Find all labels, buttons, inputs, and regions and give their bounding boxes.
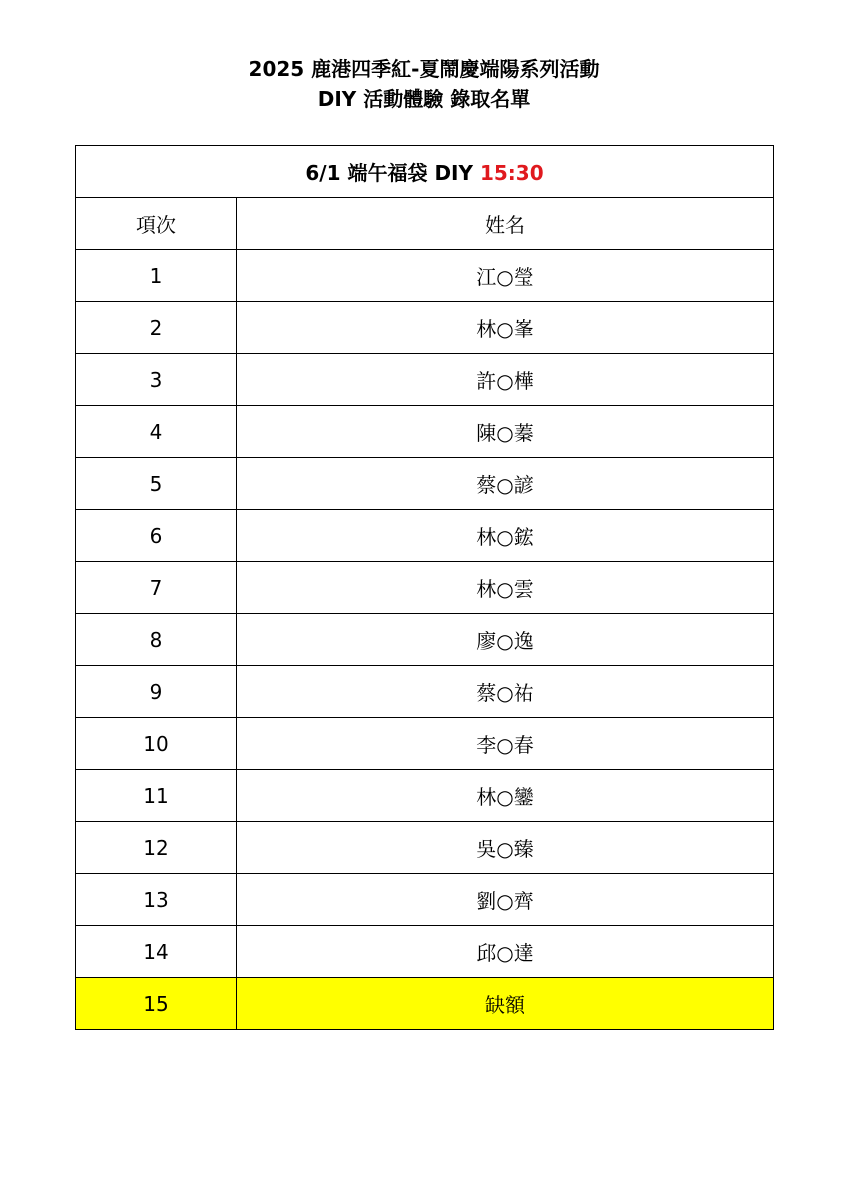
row-name: 缺額 <box>237 978 774 1030</box>
row-name: 劉○齊 <box>237 874 774 926</box>
admission-list-table <box>75 145 774 1030</box>
title-line-1: 2025 鹿港四季紅-夏鬧慶端陽系列活動 <box>248 57 600 81</box>
row-number: 2 <box>76 302 237 354</box>
table-row <box>76 406 774 458</box>
row-number: 6 <box>76 510 237 562</box>
table-row <box>76 562 774 614</box>
table-row <box>76 874 774 926</box>
session-time: 15:30 <box>479 161 544 185</box>
row-number: 14 <box>76 926 237 978</box>
table-row <box>76 666 774 718</box>
table-row <box>76 718 774 770</box>
session-header <box>76 146 774 198</box>
row-name: 林○雲 <box>237 562 774 614</box>
table-row <box>76 302 774 354</box>
row-number: 7 <box>76 562 237 614</box>
table-row <box>76 510 774 562</box>
table-row <box>76 770 774 822</box>
row-name: 廖○逸 <box>237 614 774 666</box>
row-name: 邱○達 <box>237 926 774 978</box>
row-number: 3 <box>76 354 237 406</box>
row-name: 林○鋐 <box>237 510 774 562</box>
table-row <box>76 614 774 666</box>
session-row <box>76 146 774 198</box>
row-number: 13 <box>76 874 237 926</box>
table-row <box>76 926 774 978</box>
row-name: 吳○臻 <box>237 822 774 874</box>
row-number: 4 <box>76 406 237 458</box>
column-header-name: 姓名 <box>237 198 774 250</box>
row-number: 1 <box>76 250 237 302</box>
row-number: 10 <box>76 718 237 770</box>
row-name: 蔡○諺 <box>237 458 774 510</box>
table-row <box>76 354 774 406</box>
table-row <box>76 458 774 510</box>
row-number: 15 <box>76 978 237 1030</box>
session-label: 6/1 端午福袋 DIY <box>305 161 480 185</box>
row-number: 9 <box>76 666 237 718</box>
row-number: 11 <box>76 770 237 822</box>
row-name: 林○峯 <box>237 302 774 354</box>
title-line-2: DIY 活動體驗 錄取名單 <box>317 87 531 111</box>
row-number: 8 <box>76 614 237 666</box>
row-name: 江○瑩 <box>237 250 774 302</box>
row-name: 陳○蓁 <box>237 406 774 458</box>
table-row <box>76 250 774 302</box>
column-header-number: 項次 <box>76 198 237 250</box>
column-header-row <box>76 198 774 250</box>
row-name: 蔡○祐 <box>237 666 774 718</box>
document-title <box>0 54 848 114</box>
row-name: 李○春 <box>237 718 774 770</box>
row-name: 林○鑾 <box>237 770 774 822</box>
vacancy-row <box>76 978 774 1030</box>
table-row <box>76 822 774 874</box>
row-number: 5 <box>76 458 237 510</box>
row-number: 12 <box>76 822 237 874</box>
row-name: 許○樺 <box>237 354 774 406</box>
